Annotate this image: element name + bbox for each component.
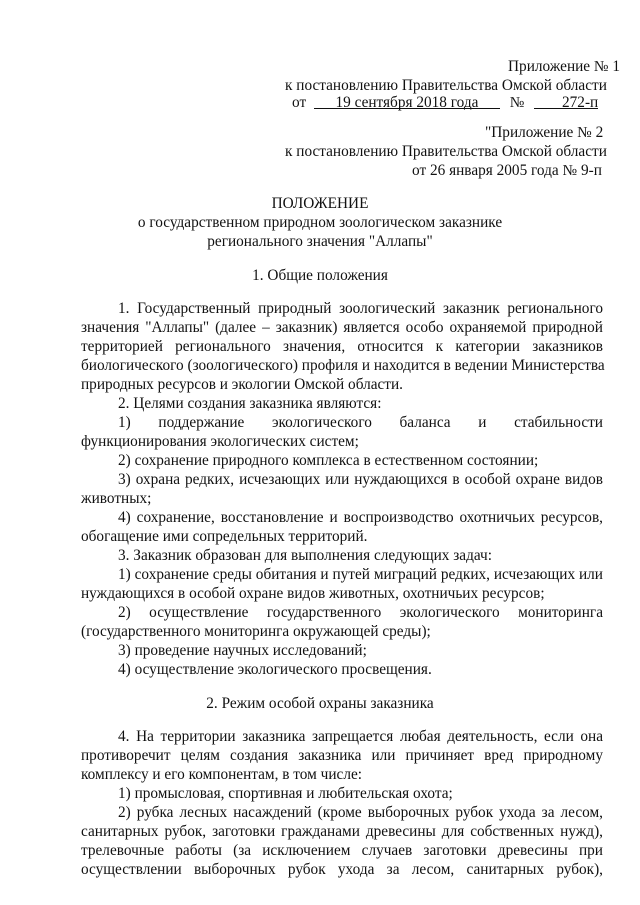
paragraph-line: санитарных рубок, заготовки гражданами древесины для собственных нужд), bbox=[81, 823, 603, 840]
paragraph-line: природных ресурсов и экологии Омской области. bbox=[81, 376, 404, 393]
paragraph-line: 4. На территории заказника запрещается любая деятельность, если она bbox=[118, 728, 603, 745]
paragraph-line: 2) сохранение природного комплекса в естественном состоянии; bbox=[118, 452, 539, 469]
ot-label: от bbox=[292, 94, 307, 111]
appendix-1-decree: к постановлению Правительства Омской области bbox=[285, 77, 607, 94]
section-2-heading: 2. Режим особой охраны заказника bbox=[206, 695, 434, 712]
document-subtitle-2: регионального значения "Аллапы" bbox=[207, 233, 433, 250]
appendix-1-date-line bbox=[292, 94, 598, 112]
paragraph-line: функционирования экологических систем; bbox=[81, 433, 359, 450]
appendix-2-date: от 26 января 2005 года № 9-п bbox=[412, 162, 602, 179]
paragraph-line: 4) сохранение, восстановление и воспроизводство охотничьих ресурсов, bbox=[118, 509, 603, 526]
paragraph-line: 2) осуществление государственного экологического мониторинга bbox=[118, 604, 603, 621]
document-subtitle-1: о государственном природном зоологическом заказнике bbox=[137, 214, 503, 231]
paragraph-line: противоречит целям создания заказника или причиняет вред природному bbox=[81, 747, 603, 764]
number-sign: № bbox=[509, 94, 525, 111]
document-title: ПОЛОЖЕНИЕ bbox=[271, 195, 369, 212]
paragraph-line: нуждающихся в особой охране видов животных, охотничьих ресурсов; bbox=[81, 585, 545, 602]
paragraph-line: осуществлении выборочных рубок ухода за лесом, санитарных рубок), bbox=[81, 861, 603, 878]
appendix-1-title: Приложение № 1 bbox=[508, 58, 620, 75]
paragraph-line: 2. Целями создания заказника являются: bbox=[118, 395, 382, 412]
paragraph-line: 1) сохранение среды обитания и путей миграций редких, исчезающих или bbox=[118, 566, 603, 583]
date-field bbox=[314, 94, 500, 109]
paragraph-line: территорией регионального значения, относится к категории заказников bbox=[81, 338, 603, 355]
paragraph-line: 1. Государственный природный зоологический заказник регионального bbox=[118, 300, 603, 317]
paragraph-line: 4) осуществление экологического просвещения. bbox=[118, 661, 432, 678]
paragraph-line: 3) охрана редких, исчезающих или нуждающихся в особой охране видов bbox=[118, 471, 603, 488]
paragraph-line: трелевочные работы (за исключением случаев заготовки древесины при bbox=[81, 842, 603, 859]
number-field bbox=[534, 94, 598, 109]
section-1-heading: 1. Общие положения bbox=[252, 267, 388, 284]
paragraph-line: комплексу и его компонентам, в том числе: bbox=[81, 766, 362, 783]
appendix-2-decree: к постановлению Правительства Омской области bbox=[285, 143, 607, 160]
paragraph-line: 3) проведение научных исследований; bbox=[118, 642, 367, 659]
paragraph-line: животных; bbox=[81, 490, 152, 507]
paragraph-line: 1) поддержание экологического баланса и стабильности bbox=[118, 414, 603, 431]
date-value: 19 сентября 2018 года bbox=[335, 94, 479, 111]
number-value: 272-п bbox=[562, 94, 599, 111]
paragraph-line: биологического (зоологического) профиля и находится в ведении Министерства bbox=[81, 357, 605, 374]
paragraph-line: 3. Заказник образован для выполнения следующих задач: bbox=[118, 547, 492, 564]
paragraph-line: 2) рубка лесных насаждений (кроме выборочных рубок ухода за лесом, bbox=[118, 804, 603, 821]
paragraph-line: (государственного мониторинга окружающей среды); bbox=[81, 623, 431, 640]
paragraph-line: обогащение ими сопредельных территорий. bbox=[81, 528, 368, 545]
paragraph-line: значения "Аллапы" (далее – заказник) является особо охраняемой природной bbox=[81, 319, 603, 336]
paragraph-line: 1) промысловая, спортивная и любительская охота; bbox=[118, 785, 453, 802]
appendix-2-title: "Приложение № 2 bbox=[485, 124, 604, 141]
